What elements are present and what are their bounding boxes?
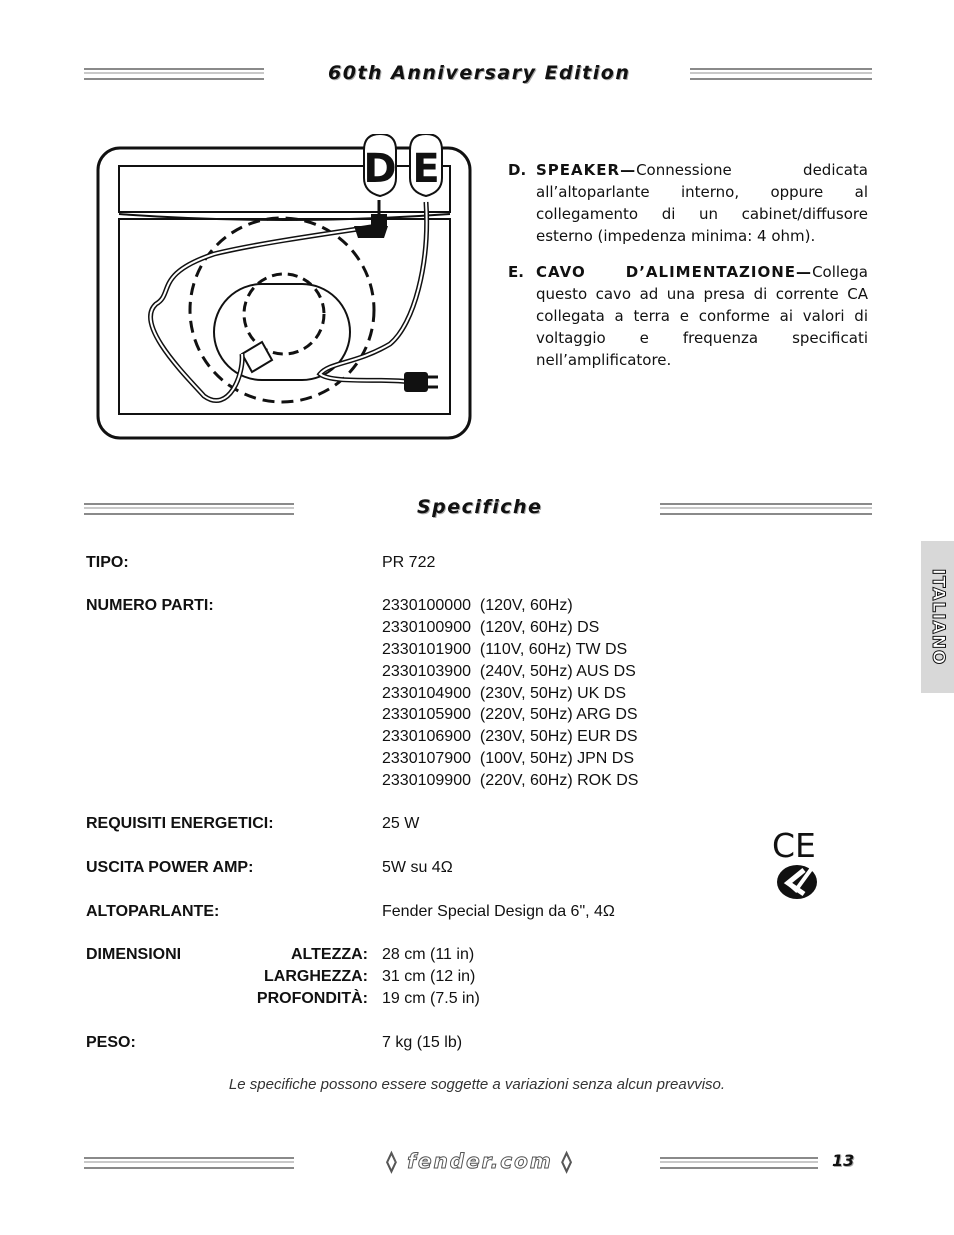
- specs-title: Specifiche: [417, 496, 543, 518]
- description-text: Collega questo cavo ad una presa di corrente CA collegata a terra e conforme ai valori di voltaggio e frequenza specificati nell’amplificatore.: [536, 263, 868, 369]
- header-rule-right: [690, 68, 872, 80]
- spec-label-requisiti: REQUISITI ENERGETICI:: [86, 815, 274, 832]
- spec-value-part-number: 2330105900 (220V, 50Hz) ARG DS: [382, 706, 638, 723]
- header-rule-left: [84, 68, 264, 80]
- description-item-speaker: [508, 159, 868, 247]
- page-header-title: 60th Anniversary Edition: [328, 62, 631, 84]
- rear-panel-diagram: [94, 134, 480, 444]
- spec-value-altezza: 28 cm (11 in): [382, 946, 475, 963]
- spec-value-altoparlante: Fender Special Design da 6", 4Ω: [382, 903, 615, 920]
- footer-rule-right: [660, 1157, 818, 1169]
- description-text: Connessione dedicata all’altoparlante interno, oppure al collegamento di un cabinet/diffusore esterno (impedenza minima: 4 ohm).: [536, 161, 868, 245]
- description-body: [536, 159, 868, 247]
- description-body: [536, 261, 868, 371]
- spec-value-part-number: 2330107900 (100V, 50Hz) JPN DS: [382, 750, 635, 767]
- description-letter: D.: [508, 161, 527, 179]
- language-side-tab-label: ITALIANO: [927, 568, 948, 666]
- spec-value-part-number: 2330100900 (120V, 60Hz) DS: [382, 619, 600, 636]
- footer-website: ◊ fender.com ◊: [386, 1149, 574, 1173]
- spec-value-profondita: 19 cm (7.5 in): [382, 990, 480, 1007]
- description-item-power-cord: [508, 261, 868, 371]
- spec-value-requisiti: 25 W: [382, 815, 420, 832]
- ce-mark-text: CE: [772, 828, 816, 860]
- connector-label-d: D: [363, 146, 397, 192]
- spec-value-uscita: 5W su 4Ω: [382, 859, 453, 876]
- connector-label-e: E: [412, 146, 440, 192]
- connector-descriptions: [508, 159, 868, 385]
- spec-label-tipo: TIPO:: [86, 554, 129, 571]
- description-term: SPEAKER—: [536, 161, 637, 179]
- spec-value-part-number: 2330100000 (120V, 60Hz): [382, 597, 573, 614]
- spec-value-part-number: 2330103900 (240V, 50Hz) AUS DS: [382, 663, 636, 680]
- description-term: CAVO D’ALIMENTAZIONE—: [536, 263, 813, 281]
- spec-label-profondita: PROFONDITÀ:: [256, 990, 368, 1007]
- specs-rule-right: [660, 503, 872, 515]
- spec-value-larghezza: 31 cm (12 in): [382, 968, 476, 985]
- spec-value-part-number: 2330106900 (230V, 50Hz) EUR DS: [382, 728, 638, 745]
- specs-rule-left: [84, 503, 294, 515]
- spec-value-peso: 7 kg (15 lb): [382, 1034, 463, 1051]
- spec-value-part-number: 2330101900 (110V, 60Hz) TW DS: [382, 641, 628, 658]
- footer-rule-left: [84, 1157, 294, 1169]
- spec-label-altoparlante: ALTOPARLANTE:: [86, 903, 220, 920]
- spec-value-part-number: 2330104900 (230V, 50Hz) UK DS: [382, 685, 627, 702]
- description-letter: E.: [508, 263, 524, 281]
- c-tick-mark-icon: [776, 864, 818, 900]
- ce-mark-icon: [772, 828, 820, 860]
- spec-label-altezza: ALTEZZA:: [290, 946, 368, 963]
- spec-value-part-number: 2330109900 (220V, 60Hz) ROK DS: [382, 772, 639, 789]
- spec-value-tipo: PR 722: [382, 554, 436, 571]
- spec-label-uscita: USCITA POWER AMP:: [86, 859, 254, 876]
- spec-label-peso: PESO:: [86, 1034, 136, 1051]
- spec-label-larghezza: LARGHEZZA:: [264, 968, 368, 985]
- specs-note: Le specifiche possono essere soggette a variazioni senza alcun preavviso.: [228, 1076, 726, 1093]
- language-side-tab: [921, 541, 954, 693]
- spec-label-numero-parti: NUMERO PARTI:: [86, 597, 214, 614]
- spec-label-dimensioni: DIMENSIONI: [86, 946, 182, 963]
- page-number: 13: [832, 1151, 855, 1170]
